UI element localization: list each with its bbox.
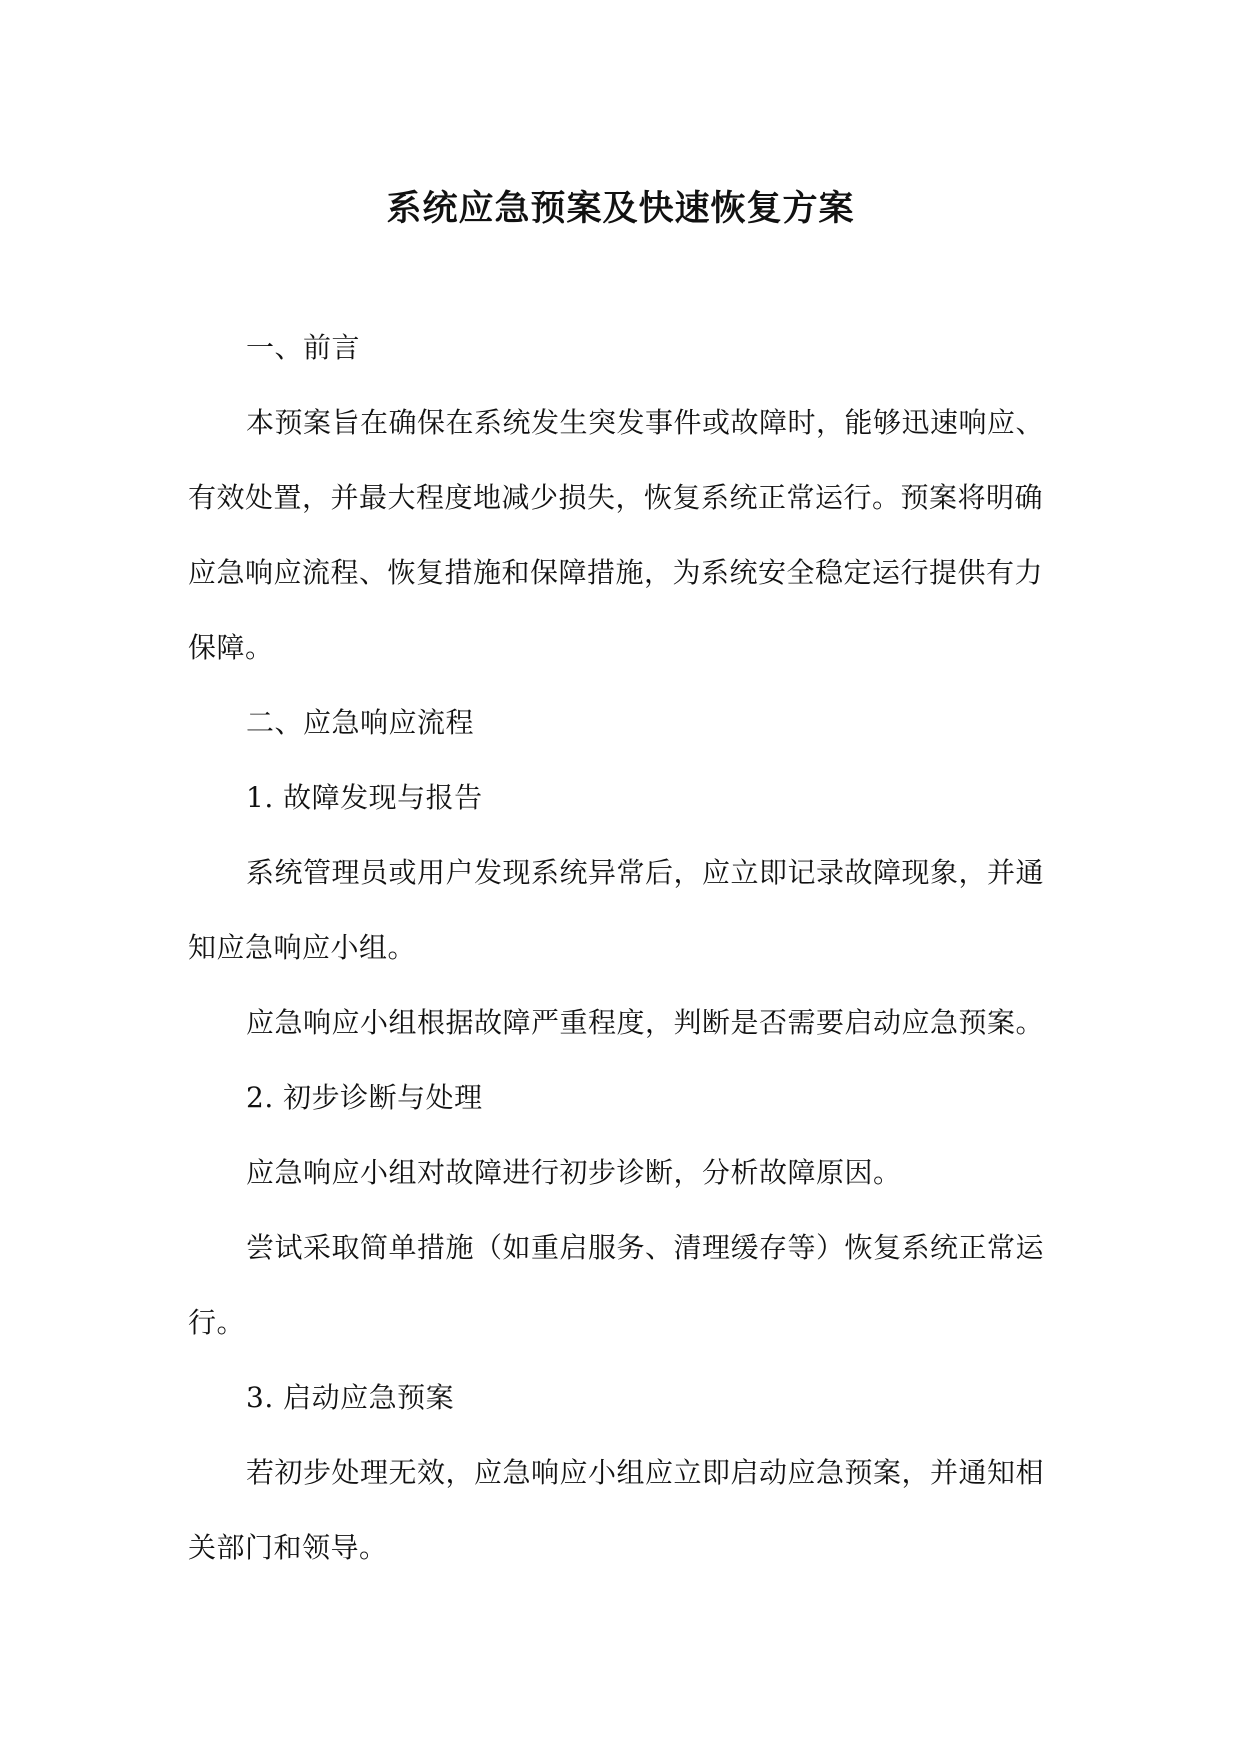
body-paragraph: 应急响应小组对故障进行初步诊断，分析故障原因。	[246, 1156, 902, 1189]
body-paragraph: 本预案旨在确保在系统发生突发事件或故障时，能够迅速响应、有效处置，并最大程度地减少损失，恢复系统正常运行。预案将明确应急响应流程、恢复措施和保障措施，为系统安全稳定运行提供有力保障。	[188, 406, 1045, 664]
body-paragraph: 若初步处理无效，应急响应小组应立即启动应急预案，并通知相关部门和领导。	[188, 1456, 1045, 1564]
document-body	[188, 310, 1058, 1585]
body-paragraph: 应急响应小组根据故障严重程度，判断是否需要启动应急预案。	[246, 1006, 1045, 1039]
subheading-fault-discovery: 1. 故障发现与报告	[246, 781, 483, 814]
subheading-activate-plan: 3. 启动应急预案	[246, 1381, 455, 1414]
body-paragraph: 尝试采取简单措施（如重启服务、清理缓存等）恢复系统正常运行。	[188, 1231, 1045, 1339]
body-paragraph: 系统管理员或用户发现系统异常后，应立即记录故障现象，并通知应急响应小组。	[188, 856, 1045, 964]
section-heading-response-process: 二、应急响应流程	[246, 706, 475, 739]
section-heading-preface: 一、前言	[246, 331, 361, 364]
document-title: 系统应急预案及快速恢复方案	[386, 189, 855, 229]
subheading-initial-diagnosis: 2. 初步诊断与处理	[246, 1081, 483, 1114]
